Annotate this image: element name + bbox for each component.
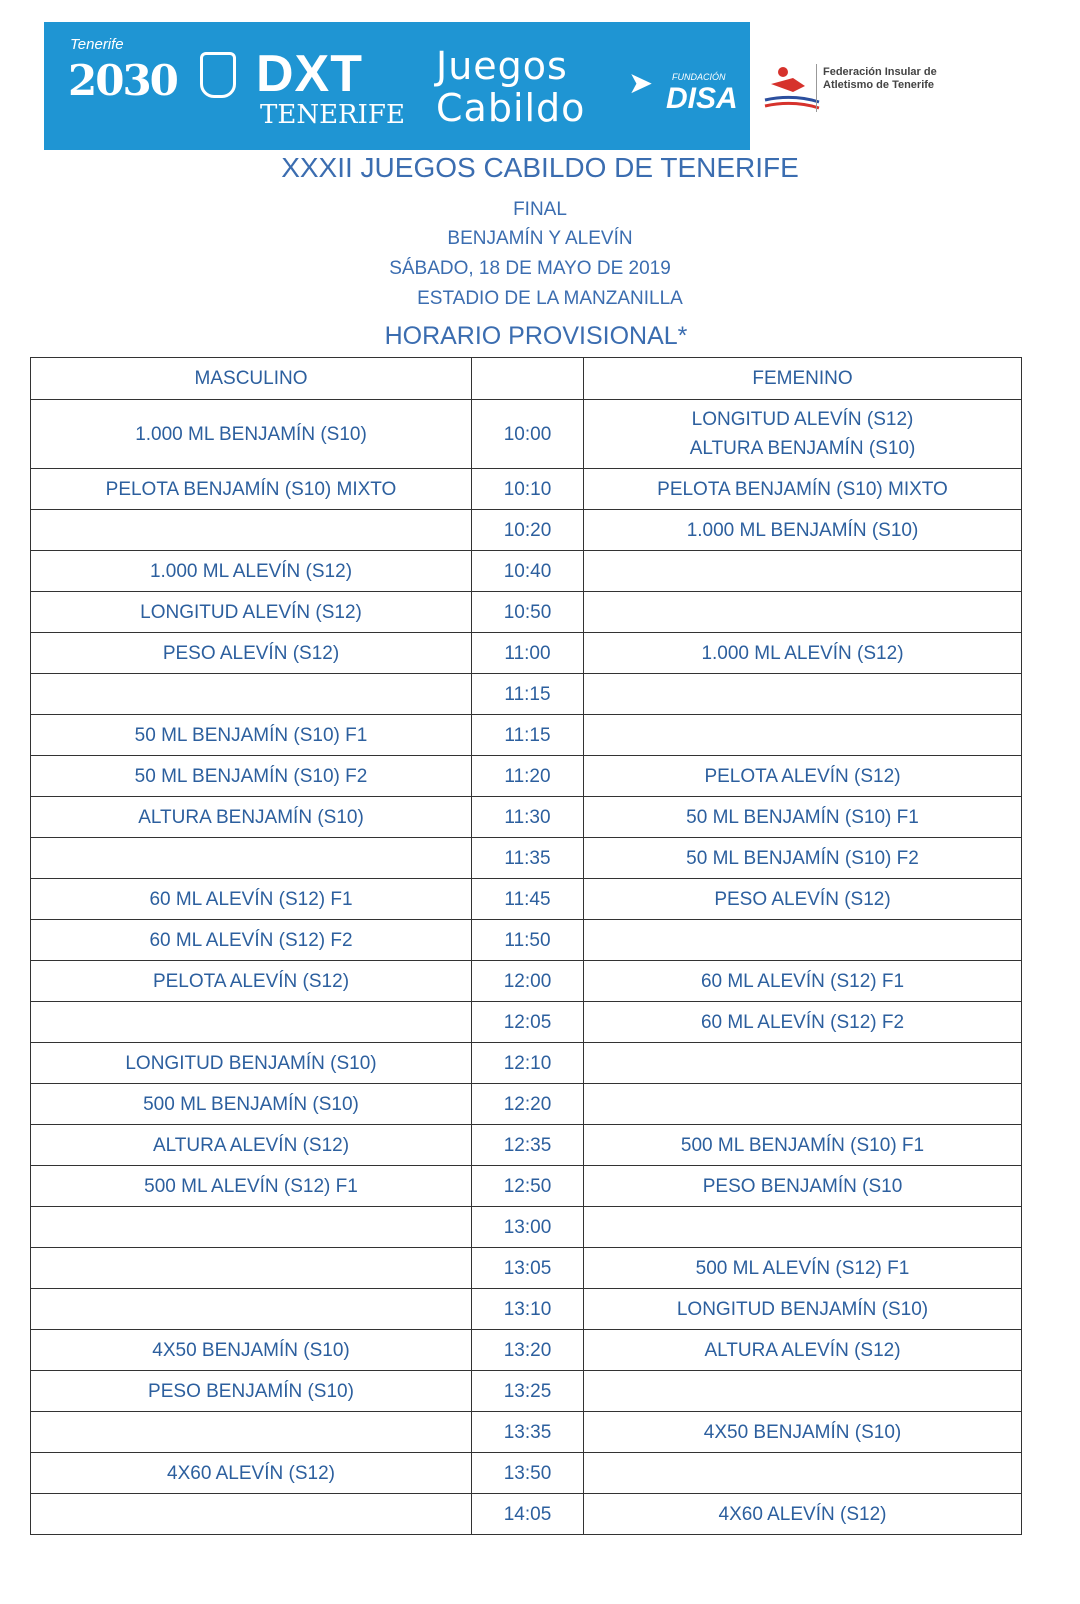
event-time-text: 11:20 xyxy=(504,765,551,787)
header-femenino: FEMENINO xyxy=(584,358,1022,400)
table-row xyxy=(31,592,1022,633)
femenino-event xyxy=(584,715,1022,756)
table-row xyxy=(31,1494,1022,1535)
table-row xyxy=(31,1289,1022,1330)
femenino-event xyxy=(584,920,1022,961)
femenino-event-text: PELOTA BENJAMÍN (S10) MIXTO xyxy=(657,478,948,500)
event-time-text: 10:00 xyxy=(503,423,552,445)
table-row xyxy=(31,674,1022,715)
masculino-event xyxy=(31,1494,472,1535)
event-time-text: 13:35 xyxy=(503,1421,552,1443)
masculino-event xyxy=(31,469,472,510)
event-time-text: 13:00 xyxy=(503,1216,552,1238)
table-row xyxy=(31,400,1022,469)
event-time xyxy=(472,1494,584,1535)
masculino-event xyxy=(31,633,472,674)
femenino-event-text-2: ALTURA BENJAMÍN (S10) xyxy=(689,438,916,459)
masculino-event-text: 50 ML BENJAMÍN (S10) F2 xyxy=(134,765,368,787)
event-time-text: 12:20 xyxy=(503,1093,552,1115)
masculino-event-text: 4X60 ALEVÍN (S12) xyxy=(167,1462,335,1484)
event-time-text: 11:00 xyxy=(504,642,551,664)
masculino-event xyxy=(31,592,472,633)
femenino-event-text: 1.000 ML BENJAMÍN (S10) xyxy=(686,519,919,541)
masculino-event-text: 60 ML ALEVÍN (S12) F1 xyxy=(149,888,353,910)
masculino-event xyxy=(31,551,472,592)
dxt-tenerife-logo: TENERIFE xyxy=(260,100,405,130)
disa-logo: DISA xyxy=(666,82,738,115)
sponsor-banner xyxy=(44,22,750,150)
femenino-event xyxy=(584,961,1022,1002)
masculino-event-text: LONGITUD ALEVÍN (S12) xyxy=(140,601,362,623)
femenino-event xyxy=(584,1248,1022,1289)
femenino-event xyxy=(584,1412,1022,1453)
dxt-logo: DXT xyxy=(256,45,363,103)
table-row xyxy=(31,756,1022,797)
masculino-event-text: PELOTA BENJAMÍN (S10) MIXTO xyxy=(105,478,397,500)
femenino-event xyxy=(584,1494,1022,1535)
table-row xyxy=(31,469,1022,510)
table-row xyxy=(31,1330,1022,1371)
event-time xyxy=(472,510,584,551)
femenino-event xyxy=(584,400,1022,469)
masculino-event-text: 50 ML BENJAMÍN (S10) F1 xyxy=(134,724,368,746)
event-time-text: 11:35 xyxy=(504,847,551,869)
femenino-event xyxy=(584,1453,1022,1494)
event-time-text: 10:40 xyxy=(503,560,552,582)
event-time-text: 12:00 xyxy=(503,970,552,992)
cabildo-logo: Cabildo xyxy=(436,86,586,130)
masculino-event-text: PESO BENJAMÍN (S10) xyxy=(148,1380,354,1402)
header-masculino: MASCULINO xyxy=(31,358,472,400)
event-time xyxy=(472,1453,584,1494)
femenino-event xyxy=(584,551,1022,592)
event-time-text: 12:50 xyxy=(503,1175,552,1197)
table-row xyxy=(31,1125,1022,1166)
event-time xyxy=(472,469,584,510)
femenino-event xyxy=(584,592,1022,633)
masculino-event xyxy=(31,1248,472,1289)
femenino-event-text: PELOTA ALEVÍN (S12) xyxy=(704,765,901,787)
event-time-text: 12:35 xyxy=(503,1134,552,1156)
event-time xyxy=(472,633,584,674)
table-row xyxy=(31,961,1022,1002)
femenino-event-text: 4X50 BENJAMÍN (S10) xyxy=(703,1421,902,1443)
femenino-event xyxy=(584,1330,1022,1371)
masculino-event-text: 4X50 BENJAMÍN (S10) xyxy=(152,1339,350,1361)
event-time xyxy=(472,1043,584,1084)
masculino-event xyxy=(31,797,472,838)
masculino-event xyxy=(31,756,472,797)
event-time-text: 12:05 xyxy=(503,1011,552,1033)
femenino-event-text: 60 ML ALEVÍN (S12) F1 xyxy=(700,970,905,992)
masculino-event xyxy=(31,1289,472,1330)
event-time xyxy=(472,879,584,920)
masculino-event xyxy=(31,920,472,961)
event-time-text: 11:50 xyxy=(504,929,551,951)
event-time xyxy=(472,1371,584,1412)
table-row xyxy=(31,1084,1022,1125)
masculino-event-text: 500 ML BENJAMÍN (S10) xyxy=(143,1093,359,1115)
federation-divider xyxy=(816,64,817,112)
event-date: SÁBADO, 18 DE MAYO DE 2019 xyxy=(389,258,671,279)
event-time-text: 10:20 xyxy=(503,519,552,541)
masculino-event xyxy=(31,674,472,715)
event-time-text: 10:10 xyxy=(503,478,552,500)
event-time-text: 14:05 xyxy=(503,1503,552,1525)
event-time-text: 13:20 xyxy=(503,1339,552,1361)
table-row xyxy=(31,551,1022,592)
table-row xyxy=(31,838,1022,879)
masculino-event xyxy=(31,1453,472,1494)
femenino-event-text: 50 ML BENJAMÍN (S10) F1 xyxy=(686,806,919,828)
masculino-event-text: PESO ALEVÍN (S12) xyxy=(162,642,340,664)
femenino-event-text: LONGITUD BENJAMÍN (S10) xyxy=(676,1298,929,1320)
table-row xyxy=(31,1043,1022,1084)
tenerife-2030-logo-small: Tenerife xyxy=(70,36,124,53)
masculino-event xyxy=(31,1084,472,1125)
event-type: FINAL xyxy=(513,199,567,220)
event-time xyxy=(472,715,584,756)
masculino-event-text: 500 ML ALEVÍN (S12) F1 xyxy=(144,1175,358,1197)
femenino-event xyxy=(584,1002,1022,1043)
table-header-row xyxy=(31,358,1022,400)
categories: BENJAMÍN Y ALEVÍN xyxy=(447,228,633,249)
masculino-event-text: PELOTA ALEVÍN (S12) xyxy=(152,970,350,992)
event-time xyxy=(472,1330,584,1371)
femenino-event xyxy=(584,674,1022,715)
event-time-text: 11:30 xyxy=(504,806,551,828)
bird-icon: ➤ xyxy=(628,67,654,100)
masculino-event xyxy=(31,1166,472,1207)
masculino-event xyxy=(31,1412,472,1453)
femenino-event xyxy=(584,1125,1022,1166)
masculino-event xyxy=(31,715,472,756)
event-time xyxy=(472,1412,584,1453)
masculino-event xyxy=(31,400,472,469)
masculino-event xyxy=(31,1043,472,1084)
table-row xyxy=(31,920,1022,961)
table-row xyxy=(31,510,1022,551)
table-row xyxy=(31,1412,1022,1453)
tenerife-2030-logo-year: 2030 xyxy=(68,56,177,105)
event-time xyxy=(472,797,584,838)
table-row xyxy=(31,1248,1022,1289)
event-time-text: 11:15 xyxy=(504,683,551,705)
event-time xyxy=(472,1084,584,1125)
event-time xyxy=(472,920,584,961)
femenino-event-text: LONGITUD ALEVÍN (S12) xyxy=(691,409,914,430)
masculino-event xyxy=(31,838,472,879)
femenino-event-text: PESO ALEVÍN (S12) xyxy=(714,888,891,910)
event-time-text: 13:50 xyxy=(503,1462,552,1484)
femenino-event xyxy=(584,1166,1022,1207)
masculino-event-text: 1.000 ML ALEVÍN (S12) xyxy=(149,560,353,582)
header-time xyxy=(472,358,584,400)
event-time-text: 10:50 xyxy=(503,601,552,623)
page-title: XXXII JUEGOS CABILDO DE TENERIFE xyxy=(281,152,799,183)
femenino-event-text: 4X60 ALEVÍN (S12) xyxy=(718,1503,887,1525)
femenino-event-text: 1.000 ML ALEVÍN (S12) xyxy=(701,642,904,664)
femenino-event-text: 500 ML ALEVÍN (S12) F1 xyxy=(695,1257,910,1279)
masculino-event-text: 1.000 ML BENJAMÍN (S10) xyxy=(135,423,367,445)
table-row xyxy=(31,1371,1022,1412)
table-row xyxy=(31,1207,1022,1248)
event-time xyxy=(472,1002,584,1043)
event-time-text: 11:45 xyxy=(504,888,551,910)
masculino-event xyxy=(31,1207,472,1248)
cabildo-shield-icon xyxy=(200,52,236,98)
femenino-event xyxy=(584,797,1022,838)
event-time-text: 13:25 xyxy=(503,1380,552,1402)
masculino-event xyxy=(31,1371,472,1412)
federation-logo: Federación Insular de Atletismo de Tenerife xyxy=(823,66,937,91)
femenino-event xyxy=(584,838,1022,879)
schedule-table xyxy=(30,357,1022,1535)
masculino-event xyxy=(31,510,472,551)
masculino-event-text: LONGITUD BENJAMÍN (S10) xyxy=(125,1052,377,1074)
femenino-event xyxy=(584,633,1022,674)
masculino-event-text: ALTURA ALEVÍN (S12) xyxy=(152,1134,350,1156)
femenino-event xyxy=(584,756,1022,797)
masculino-event xyxy=(31,1125,472,1166)
schedule-label: HORARIO PROVISIONAL* xyxy=(384,322,688,350)
table-row xyxy=(31,1453,1022,1494)
event-time xyxy=(472,756,584,797)
femenino-event-text: 60 ML ALEVÍN (S12) F2 xyxy=(700,1011,905,1033)
table-row xyxy=(31,1166,1022,1207)
femenino-event-text: PESO BENJAMÍN (S10 xyxy=(702,1175,903,1197)
event-time xyxy=(472,1207,584,1248)
femenino-event-text: 50 ML BENJAMÍN (S10) F2 xyxy=(686,847,919,869)
event-time-text: 13:10 xyxy=(503,1298,552,1320)
masculino-event-text: ALTURA BENJAMÍN (S10) xyxy=(138,806,364,828)
event-time xyxy=(472,674,584,715)
femenino-event xyxy=(584,1207,1022,1248)
event-time xyxy=(472,551,584,592)
masculino-event xyxy=(31,1330,472,1371)
juegos-logo: Juegos xyxy=(436,44,568,88)
venue: ESTADIO DE LA MANZANILLA xyxy=(417,288,683,309)
event-time xyxy=(472,1289,584,1330)
fundacion-label: FUNDACIÓN xyxy=(672,72,726,82)
table-row xyxy=(31,797,1022,838)
event-time-text: 12:10 xyxy=(503,1052,552,1074)
event-time xyxy=(472,400,584,469)
masculino-event xyxy=(31,961,472,1002)
masculino-event-text: 60 ML ALEVÍN (S12) F2 xyxy=(149,929,353,951)
femenino-event xyxy=(584,469,1022,510)
event-time xyxy=(472,1125,584,1166)
masculino-event xyxy=(31,1002,472,1043)
event-time-text: 11:15 xyxy=(504,724,551,746)
table-row xyxy=(31,715,1022,756)
table-row xyxy=(31,1002,1022,1043)
athlete-icon xyxy=(763,64,823,114)
event-time xyxy=(472,838,584,879)
femenino-event xyxy=(584,1084,1022,1125)
femenino-event xyxy=(584,1043,1022,1084)
event-time xyxy=(472,592,584,633)
event-time xyxy=(472,1248,584,1289)
table-row xyxy=(31,879,1022,920)
femenino-event xyxy=(584,879,1022,920)
femenino-event xyxy=(584,1371,1022,1412)
event-time-text: 13:05 xyxy=(503,1257,552,1279)
table-row xyxy=(31,633,1022,674)
femenino-event-text: 500 ML BENJAMÍN (S10) F1 xyxy=(680,1134,925,1156)
femenino-event-text: ALTURA ALEVÍN (S12) xyxy=(704,1339,901,1361)
event-time xyxy=(472,1166,584,1207)
femenino-event xyxy=(584,510,1022,551)
event-time xyxy=(472,961,584,1002)
masculino-event xyxy=(31,879,472,920)
femenino-event xyxy=(584,1289,1022,1330)
